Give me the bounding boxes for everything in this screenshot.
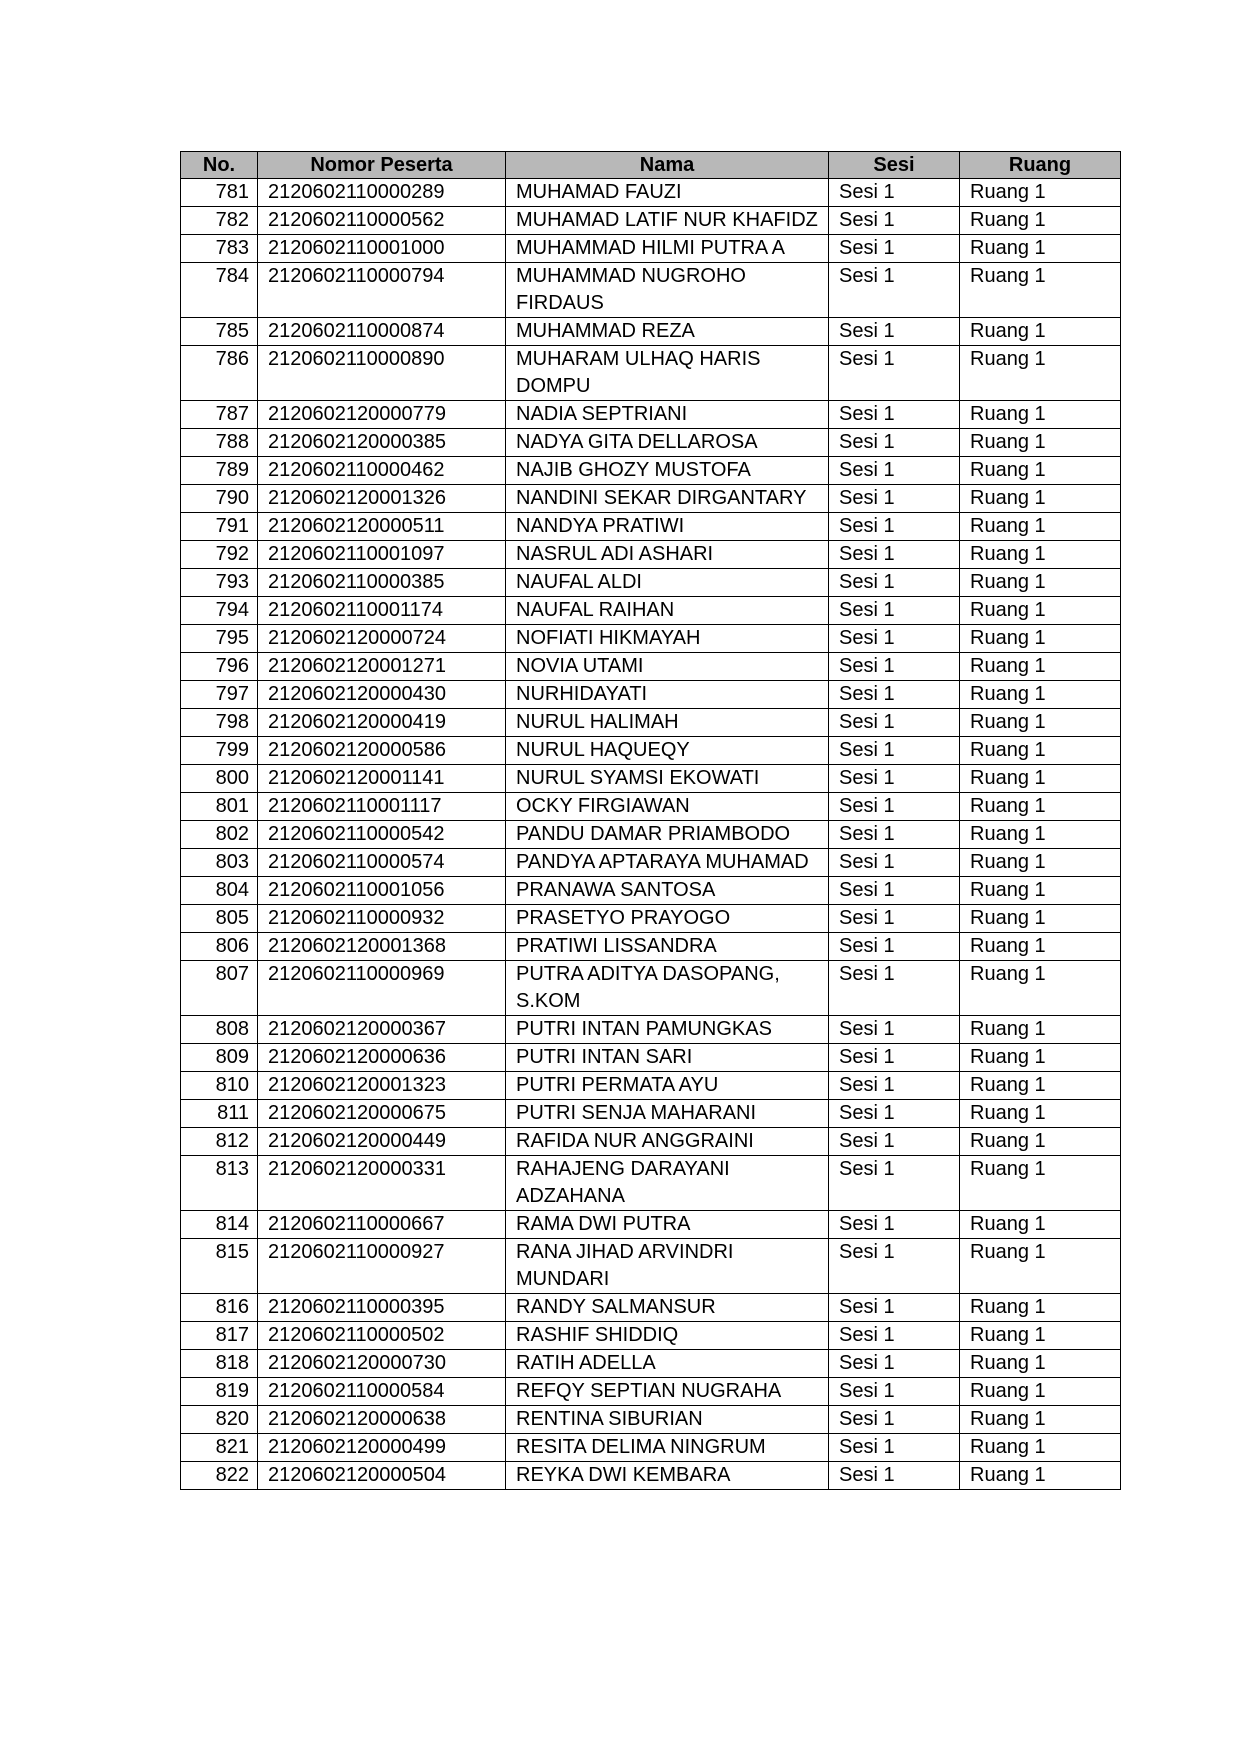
cell-sesi: Sesi 1 xyxy=(829,737,960,765)
cell-sesi: Sesi 1 xyxy=(829,179,960,207)
header-sesi: Sesi xyxy=(829,152,960,179)
cell-nama: PUTRI SENJA MAHARANI xyxy=(506,1100,829,1128)
cell-nomor-peserta: 2120602110000932 xyxy=(258,905,506,933)
cell-ruang: Ruang 1 xyxy=(960,681,1121,709)
cell-ruang: Ruang 1 xyxy=(960,1072,1121,1100)
cell-nama: RANA JIHAD ARVINDRI MUNDARI xyxy=(506,1239,829,1294)
cell-sesi: Sesi 1 xyxy=(829,905,960,933)
cell-nomor-peserta: 2120602120000724 xyxy=(258,625,506,653)
cell-nama: NURUL HALIMAH xyxy=(506,709,829,737)
cell-no: 816 xyxy=(181,1294,258,1322)
cell-sesi: Sesi 1 xyxy=(829,1016,960,1044)
cell-ruang: Ruang 1 xyxy=(960,597,1121,625)
table-row xyxy=(181,235,1121,263)
table-row xyxy=(181,1156,1121,1211)
table-row xyxy=(181,877,1121,905)
cell-nama: PUTRI PERMATA AYU xyxy=(506,1072,829,1100)
cell-sesi: Sesi 1 xyxy=(829,765,960,793)
cell-sesi: Sesi 1 xyxy=(829,597,960,625)
cell-sesi: Sesi 1 xyxy=(829,541,960,569)
cell-nama: RANDY SALMANSUR xyxy=(506,1294,829,1322)
cell-ruang: Ruang 1 xyxy=(960,1406,1121,1434)
cell-sesi: Sesi 1 xyxy=(829,1239,960,1294)
table-row xyxy=(181,1462,1121,1490)
cell-sesi: Sesi 1 xyxy=(829,1072,960,1100)
table-row xyxy=(181,263,1121,318)
table-row xyxy=(181,1378,1121,1406)
cell-nomor-peserta: 2120602110000395 xyxy=(258,1294,506,1322)
cell-nomor-peserta: 2120602120001141 xyxy=(258,765,506,793)
cell-no: 810 xyxy=(181,1072,258,1100)
cell-ruang: Ruang 1 xyxy=(960,765,1121,793)
cell-nomor-peserta: 2120602120000779 xyxy=(258,401,506,429)
cell-nomor-peserta: 2120602120000367 xyxy=(258,1016,506,1044)
table-row xyxy=(181,569,1121,597)
cell-sesi: Sesi 1 xyxy=(829,1044,960,1072)
cell-no: 786 xyxy=(181,346,258,401)
cell-sesi: Sesi 1 xyxy=(829,625,960,653)
cell-nomor-peserta: 2120602120000449 xyxy=(258,1128,506,1156)
cell-nama: PUTRI INTAN SARI xyxy=(506,1044,829,1072)
table-row xyxy=(181,653,1121,681)
table-row xyxy=(181,429,1121,457)
cell-ruang: Ruang 1 xyxy=(960,1239,1121,1294)
cell-no: 781 xyxy=(181,179,258,207)
cell-no: 788 xyxy=(181,429,258,457)
cell-ruang: Ruang 1 xyxy=(960,933,1121,961)
cell-sesi: Sesi 1 xyxy=(829,207,960,235)
cell-nama: MUHAMMAD HILMI PUTRA A xyxy=(506,235,829,263)
cell-nomor-peserta: 2120602110000969 xyxy=(258,961,506,1016)
cell-nama: NOFIATI HIKMAYAH xyxy=(506,625,829,653)
cell-no: 820 xyxy=(181,1406,258,1434)
table-row xyxy=(181,961,1121,1016)
participant-table xyxy=(180,151,1121,1490)
cell-sesi: Sesi 1 xyxy=(829,1128,960,1156)
table-header xyxy=(181,152,1121,179)
table-row xyxy=(181,933,1121,961)
cell-nama: NAUFAL RAIHAN xyxy=(506,597,829,625)
cell-ruang: Ruang 1 xyxy=(960,1462,1121,1490)
cell-nomor-peserta: 2120602110000289 xyxy=(258,179,506,207)
cell-ruang: Ruang 1 xyxy=(960,821,1121,849)
cell-no: 821 xyxy=(181,1434,258,1462)
cell-no: 784 xyxy=(181,263,258,318)
table-row xyxy=(181,401,1121,429)
cell-ruang: Ruang 1 xyxy=(960,653,1121,681)
table-row xyxy=(181,457,1121,485)
cell-sesi: Sesi 1 xyxy=(829,513,960,541)
cell-nama: RATIH ADELLA xyxy=(506,1350,829,1378)
cell-nama: PRANAWA SANTOSA xyxy=(506,877,829,905)
cell-sesi: Sesi 1 xyxy=(829,961,960,1016)
cell-nomor-peserta: 2120602110000667 xyxy=(258,1211,506,1239)
cell-nama: MUHAMMAD NUGROHO FIRDAUS xyxy=(506,263,829,318)
cell-no: 801 xyxy=(181,793,258,821)
cell-nomor-peserta: 2120602110001174 xyxy=(258,597,506,625)
cell-no: 791 xyxy=(181,513,258,541)
table-row xyxy=(181,681,1121,709)
cell-sesi: Sesi 1 xyxy=(829,263,960,318)
cell-nomor-peserta: 2120602120000499 xyxy=(258,1434,506,1462)
cell-nomor-peserta: 2120602120000430 xyxy=(258,681,506,709)
cell-ruang: Ruang 1 xyxy=(960,235,1121,263)
cell-nomor-peserta: 2120602120000385 xyxy=(258,429,506,457)
cell-nama: REFQY SEPTIAN NUGRAHA xyxy=(506,1378,829,1406)
cell-no: 800 xyxy=(181,765,258,793)
cell-nama: MUHARAM ULHAQ HARIS DOMPU xyxy=(506,346,829,401)
cell-no: 815 xyxy=(181,1239,258,1294)
table-row xyxy=(181,1100,1121,1128)
cell-nomor-peserta: 2120602110001056 xyxy=(258,877,506,905)
cell-sesi: Sesi 1 xyxy=(829,485,960,513)
cell-no: 813 xyxy=(181,1156,258,1211)
table-row xyxy=(181,513,1121,541)
cell-ruang: Ruang 1 xyxy=(960,1016,1121,1044)
cell-nomor-peserta: 2120602110001117 xyxy=(258,793,506,821)
header-no: No. xyxy=(181,152,258,179)
cell-nama: PRATIWI LISSANDRA xyxy=(506,933,829,961)
cell-ruang: Ruang 1 xyxy=(960,877,1121,905)
cell-nama: PUTRA ADITYA DASOPANG, S.KOM xyxy=(506,961,829,1016)
cell-ruang: Ruang 1 xyxy=(960,207,1121,235)
cell-no: 814 xyxy=(181,1211,258,1239)
cell-ruang: Ruang 1 xyxy=(960,1100,1121,1128)
cell-ruang: Ruang 1 xyxy=(960,346,1121,401)
table-row xyxy=(181,1294,1121,1322)
cell-sesi: Sesi 1 xyxy=(829,793,960,821)
cell-ruang: Ruang 1 xyxy=(960,1156,1121,1211)
table-row xyxy=(181,1016,1121,1044)
table-row xyxy=(181,1211,1121,1239)
cell-ruang: Ruang 1 xyxy=(960,179,1121,207)
cell-sesi: Sesi 1 xyxy=(829,569,960,597)
header-row xyxy=(181,152,1121,179)
cell-sesi: Sesi 1 xyxy=(829,1434,960,1462)
cell-no: 790 xyxy=(181,485,258,513)
cell-sesi: Sesi 1 xyxy=(829,235,960,263)
cell-no: 782 xyxy=(181,207,258,235)
cell-ruang: Ruang 1 xyxy=(960,429,1121,457)
cell-nomor-peserta: 2120602120001323 xyxy=(258,1072,506,1100)
cell-nama: NADYA GITA DELLAROSA xyxy=(506,429,829,457)
cell-no: 795 xyxy=(181,625,258,653)
cell-nomor-peserta: 2120602110000542 xyxy=(258,821,506,849)
cell-nama: NANDINI SEKAR DIRGANTARY xyxy=(506,485,829,513)
cell-no: 809 xyxy=(181,1044,258,1072)
cell-no: 793 xyxy=(181,569,258,597)
cell-ruang: Ruang 1 xyxy=(960,737,1121,765)
cell-sesi: Sesi 1 xyxy=(829,849,960,877)
cell-no: 811 xyxy=(181,1100,258,1128)
header-nomor-peserta: Nomor Peserta xyxy=(258,152,506,179)
cell-no: 817 xyxy=(181,1322,258,1350)
cell-sesi: Sesi 1 xyxy=(829,1100,960,1128)
cell-no: 819 xyxy=(181,1378,258,1406)
cell-nomor-peserta: 2120602110000890 xyxy=(258,346,506,401)
cell-sesi: Sesi 1 xyxy=(829,1294,960,1322)
cell-nama: NOVIA UTAMI xyxy=(506,653,829,681)
cell-nomor-peserta: 2120602110000574 xyxy=(258,849,506,877)
cell-no: 798 xyxy=(181,709,258,737)
cell-sesi: Sesi 1 xyxy=(829,401,960,429)
table-row xyxy=(181,1322,1121,1350)
cell-nama: NURHIDAYATI xyxy=(506,681,829,709)
table-row xyxy=(181,1350,1121,1378)
cell-sesi: Sesi 1 xyxy=(829,709,960,737)
table-row xyxy=(181,346,1121,401)
cell-no: 792 xyxy=(181,541,258,569)
cell-ruang: Ruang 1 xyxy=(960,1294,1121,1322)
cell-sesi: Sesi 1 xyxy=(829,933,960,961)
cell-ruang: Ruang 1 xyxy=(960,793,1121,821)
cell-nomor-peserta: 2120602120000638 xyxy=(258,1406,506,1434)
cell-ruang: Ruang 1 xyxy=(960,457,1121,485)
table-row xyxy=(181,1044,1121,1072)
cell-sesi: Sesi 1 xyxy=(829,457,960,485)
table-row xyxy=(181,765,1121,793)
cell-nomor-peserta: 2120602110000462 xyxy=(258,457,506,485)
cell-nama: PANDYA APTARAYA MUHAMAD xyxy=(506,849,829,877)
table-row xyxy=(181,905,1121,933)
table-row xyxy=(181,1072,1121,1100)
cell-nomor-peserta: 2120602110001097 xyxy=(258,541,506,569)
table-row xyxy=(181,821,1121,849)
cell-no: 783 xyxy=(181,235,258,263)
cell-ruang: Ruang 1 xyxy=(960,1350,1121,1378)
table-row xyxy=(181,541,1121,569)
cell-nomor-peserta: 2120602120000504 xyxy=(258,1462,506,1490)
cell-ruang: Ruang 1 xyxy=(960,961,1121,1016)
cell-ruang: Ruang 1 xyxy=(960,318,1121,346)
cell-ruang: Ruang 1 xyxy=(960,1211,1121,1239)
cell-nomor-peserta: 2120602120000675 xyxy=(258,1100,506,1128)
cell-ruang: Ruang 1 xyxy=(960,905,1121,933)
cell-ruang: Ruang 1 xyxy=(960,401,1121,429)
cell-nomor-peserta: 2120602120000331 xyxy=(258,1156,506,1211)
cell-sesi: Sesi 1 xyxy=(829,1378,960,1406)
header-nama: Nama xyxy=(506,152,829,179)
cell-nama: NURUL SYAMSI EKOWATI xyxy=(506,765,829,793)
cell-no: 808 xyxy=(181,1016,258,1044)
cell-no: 812 xyxy=(181,1128,258,1156)
cell-no: 787 xyxy=(181,401,258,429)
table-row xyxy=(181,625,1121,653)
cell-nama: OCKY FIRGIAWAN xyxy=(506,793,829,821)
cell-nomor-peserta: 2120602120001326 xyxy=(258,485,506,513)
cell-sesi: Sesi 1 xyxy=(829,821,960,849)
cell-no: 802 xyxy=(181,821,258,849)
table-row xyxy=(181,597,1121,625)
cell-no: 822 xyxy=(181,1462,258,1490)
cell-no: 804 xyxy=(181,877,258,905)
cell-ruang: Ruang 1 xyxy=(960,625,1121,653)
cell-ruang: Ruang 1 xyxy=(960,513,1121,541)
cell-ruang: Ruang 1 xyxy=(960,1322,1121,1350)
cell-nomor-peserta: 2120602110000794 xyxy=(258,263,506,318)
cell-no: 818 xyxy=(181,1350,258,1378)
cell-nama: PANDU DAMAR PRIAMBODO xyxy=(506,821,829,849)
cell-sesi: Sesi 1 xyxy=(829,429,960,457)
cell-no: 803 xyxy=(181,849,258,877)
cell-nomor-peserta: 2120602110000927 xyxy=(258,1239,506,1294)
table-row xyxy=(181,485,1121,513)
cell-nama: NURUL HAQUEQY xyxy=(506,737,829,765)
cell-sesi: Sesi 1 xyxy=(829,653,960,681)
cell-nama: RASHIF SHIDDIQ xyxy=(506,1322,829,1350)
cell-nomor-peserta: 2120602110000874 xyxy=(258,318,506,346)
cell-no: 799 xyxy=(181,737,258,765)
table-row xyxy=(181,1406,1121,1434)
cell-nomor-peserta: 2120602110001000 xyxy=(258,235,506,263)
table-row xyxy=(181,179,1121,207)
cell-no: 796 xyxy=(181,653,258,681)
cell-nama: MUHAMAD FAUZI xyxy=(506,179,829,207)
cell-sesi: Sesi 1 xyxy=(829,1462,960,1490)
cell-sesi: Sesi 1 xyxy=(829,877,960,905)
cell-no: 794 xyxy=(181,597,258,625)
cell-nomor-peserta: 2120602110000562 xyxy=(258,207,506,235)
cell-nama: RAHAJENG DARAYANI ADZAHANA xyxy=(506,1156,829,1211)
cell-nama: REYKA DWI KEMBARA xyxy=(506,1462,829,1490)
cell-ruang: Ruang 1 xyxy=(960,485,1121,513)
cell-nomor-peserta: 2120602120000636 xyxy=(258,1044,506,1072)
cell-nama: NASRUL ADI ASHARI xyxy=(506,541,829,569)
table-row xyxy=(181,318,1121,346)
cell-nama: RAMA DWI PUTRA xyxy=(506,1211,829,1239)
cell-sesi: Sesi 1 xyxy=(829,318,960,346)
cell-nama: PUTRI INTAN PAMUNGKAS xyxy=(506,1016,829,1044)
cell-no: 789 xyxy=(181,457,258,485)
cell-no: 805 xyxy=(181,905,258,933)
cell-nama: NAJIB GHOZY MUSTOFA xyxy=(506,457,829,485)
cell-nomor-peserta: 2120602110000584 xyxy=(258,1378,506,1406)
cell-no: 797 xyxy=(181,681,258,709)
cell-nomor-peserta: 2120602120001271 xyxy=(258,653,506,681)
cell-ruang: Ruang 1 xyxy=(960,569,1121,597)
cell-nomor-peserta: 2120602110000502 xyxy=(258,1322,506,1350)
cell-nomor-peserta: 2120602110000385 xyxy=(258,569,506,597)
cell-ruang: Ruang 1 xyxy=(960,709,1121,737)
table-row xyxy=(181,1434,1121,1462)
cell-no: 807 xyxy=(181,961,258,1016)
cell-nama: RESITA DELIMA NINGRUM xyxy=(506,1434,829,1462)
table-row xyxy=(181,1128,1121,1156)
table-row xyxy=(181,793,1121,821)
cell-sesi: Sesi 1 xyxy=(829,1406,960,1434)
cell-nomor-peserta: 2120602120000586 xyxy=(258,737,506,765)
table-row xyxy=(181,849,1121,877)
cell-nomor-peserta: 2120602120000730 xyxy=(258,1350,506,1378)
cell-sesi: Sesi 1 xyxy=(829,1350,960,1378)
cell-ruang: Ruang 1 xyxy=(960,1128,1121,1156)
header-ruang: Ruang xyxy=(960,152,1121,179)
table-row xyxy=(181,207,1121,235)
table-row xyxy=(181,737,1121,765)
cell-nama: NAUFAL ALDI xyxy=(506,569,829,597)
cell-sesi: Sesi 1 xyxy=(829,346,960,401)
cell-nama: NANDYA PRATIWI xyxy=(506,513,829,541)
cell-ruang: Ruang 1 xyxy=(960,849,1121,877)
cell-ruang: Ruang 1 xyxy=(960,1044,1121,1072)
cell-nama: RAFIDA NUR ANGGRAINI xyxy=(506,1128,829,1156)
table-row xyxy=(181,1239,1121,1294)
cell-nama: RENTINA SIBURIAN xyxy=(506,1406,829,1434)
cell-no: 806 xyxy=(181,933,258,961)
cell-nama: MUHAMMAD REZA xyxy=(506,318,829,346)
cell-ruang: Ruang 1 xyxy=(960,541,1121,569)
cell-nomor-peserta: 2120602120001368 xyxy=(258,933,506,961)
cell-nomor-peserta: 2120602120000419 xyxy=(258,709,506,737)
cell-nomor-peserta: 2120602120000511 xyxy=(258,513,506,541)
cell-ruang: Ruang 1 xyxy=(960,1378,1121,1406)
cell-nama: MUHAMAD LATIF NUR KHAFIDZ xyxy=(506,207,829,235)
table-body xyxy=(181,179,1121,1490)
cell-nama: NADIA SEPTRIANI xyxy=(506,401,829,429)
cell-nama: PRASETYO PRAYOGO xyxy=(506,905,829,933)
cell-sesi: Sesi 1 xyxy=(829,1211,960,1239)
cell-no: 785 xyxy=(181,318,258,346)
table-row xyxy=(181,709,1121,737)
cell-sesi: Sesi 1 xyxy=(829,1156,960,1211)
cell-sesi: Sesi 1 xyxy=(829,681,960,709)
cell-ruang: Ruang 1 xyxy=(960,263,1121,318)
cell-ruang: Ruang 1 xyxy=(960,1434,1121,1462)
cell-sesi: Sesi 1 xyxy=(829,1322,960,1350)
